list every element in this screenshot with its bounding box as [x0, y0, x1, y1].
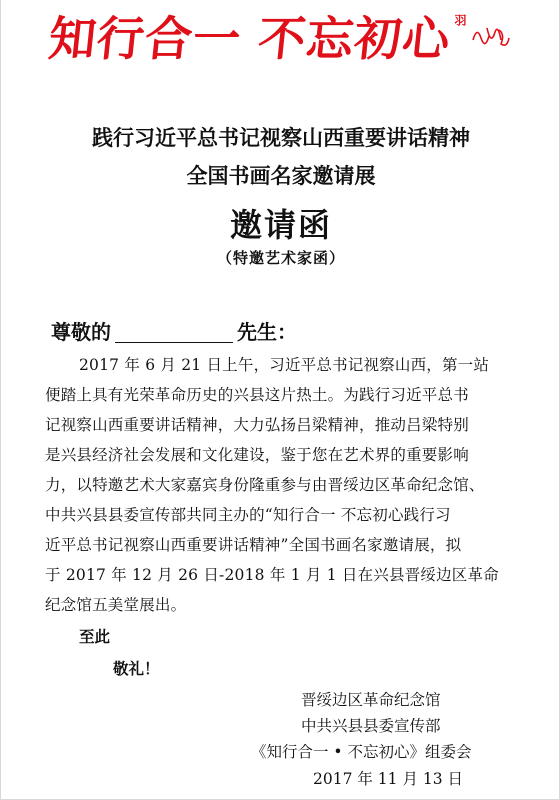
title-line-2: 全国书画名家邀请展: [186, 163, 376, 188]
banner-slogan: 知行合一 不忘初心: [46, 12, 454, 67]
body-line: 近平总书记视察山西重要讲话精神”全国书画名家邀请展，拟: [45, 536, 462, 554]
document-type-heading: 邀请函: [229, 206, 332, 244]
body-line: 力，以特邀艺术大家嘉宾身份隆重参与由晋绥边区革命纪念馆、: [45, 476, 485, 494]
letter-date: 2017 年 11 月 13 日: [313, 770, 464, 788]
salutation: [51, 316, 297, 345]
salutation-prefix: 尊敬的: [51, 320, 111, 344]
closing-phrase: 至此: [79, 627, 111, 646]
seal-stamp: 羽: [453, 14, 467, 26]
body-line: 纪念馆五美堂展出。: [45, 596, 187, 614]
signatory-committee: 《知行合一 • 不忘初心》组委会: [251, 743, 472, 761]
calligraphy-signature-icon: [471, 20, 511, 54]
signatory-museum: 晋绥边区革命纪念馆: [301, 691, 441, 709]
body-line: 于 2017 年 12 月 26 日-2018 年 1 月 1 日在兴县晋绥边区革命: [45, 566, 499, 584]
signatory-propaganda-dept: 中共兴县县委宣传部: [301, 717, 441, 735]
body-line: 2017 年 6 月 21 日上午，习近平总书记视察山西，第一站: [79, 356, 490, 374]
document-subtitle: （特邀艺术家函）: [216, 249, 345, 267]
body-line: 便踏上具有光荣革命历史的兴县这片热土。为践行习近平总书: [45, 386, 469, 404]
header-banner: [46, 6, 559, 74]
body-line: 记视察山西重要讲话精神，大力弘扬吕梁精神，推动吕梁特别: [45, 416, 469, 434]
salutation-suffix: 先生：: [237, 320, 297, 344]
body-line: 是兴县经济社会发展和文化建设，鉴于您在艺术界的重要影响: [45, 446, 469, 464]
closing-salute: 敬礼！: [113, 659, 160, 678]
title-line-1: 践行习近平总书记视察山西重要讲话精神: [92, 125, 470, 150]
body-line: 中共兴县县委宣传部共同主办的“知行合一 不忘初心践行习: [45, 506, 451, 524]
name-blank-line: [115, 320, 233, 343]
